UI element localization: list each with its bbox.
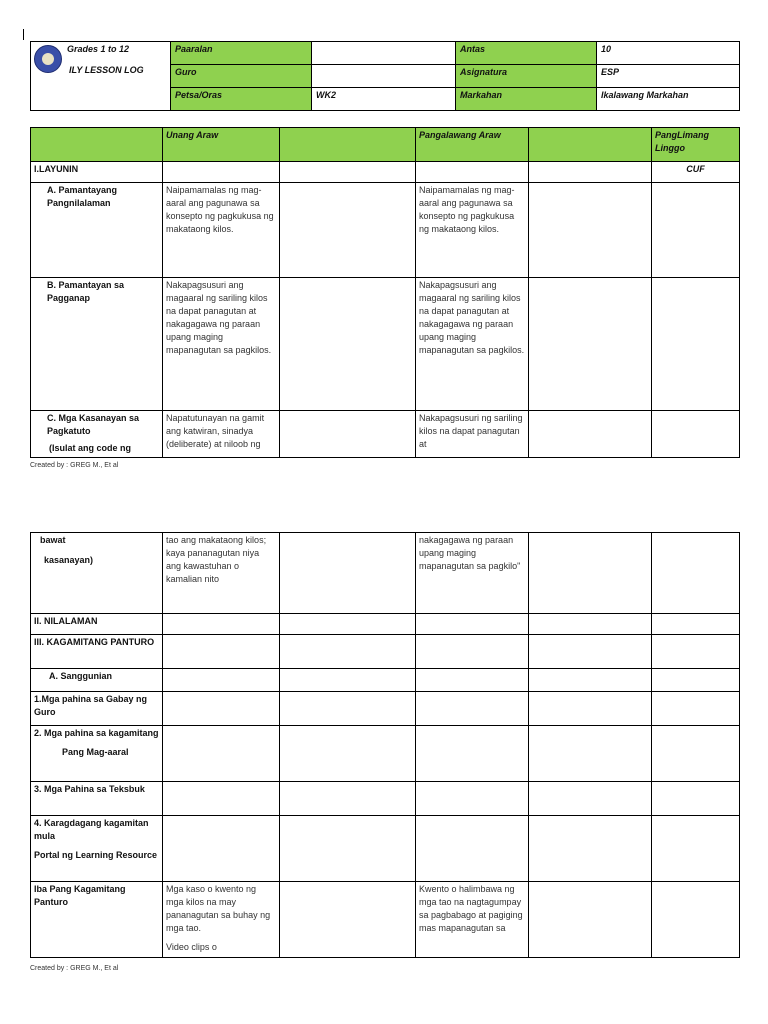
cell[interactable] <box>163 635 280 669</box>
iba-pang-kagamitang-label: Iba Pang Kagamitang Panturo <box>31 882 163 958</box>
c-day2-text[interactable]: Nakapagsusuri ng sariling kilos na dapat panagutan at <box>416 411 529 458</box>
iba-day1-line2: Video clips o <box>166 942 217 952</box>
kagamitang-mag-aaral-label <box>31 726 163 782</box>
cell[interactable] <box>163 726 280 782</box>
cell[interactable] <box>652 882 740 958</box>
a-day1-text[interactable]: Naipamamalas ng mag-aaral ang pagunawa sa konsepto ng pagkukusa ng makataong kilos. <box>163 183 280 278</box>
cell[interactable] <box>652 411 740 458</box>
cell[interactable] <box>529 614 652 635</box>
cell[interactable] <box>529 278 652 411</box>
cell[interactable] <box>280 278 416 411</box>
gabay-ng-guro-label: 1.Mga pahina sa Gabay ng Guro <box>31 692 163 726</box>
kasanayan-continued-label <box>31 533 163 614</box>
col-unang-araw: Unang Araw <box>163 128 280 162</box>
lesson-table-page1 <box>30 127 740 458</box>
a-day2-text[interactable]: Naipamamalas ng mag-aaral ang pagunawa sa konsepto ng pagkukusa ng makataong kilos. <box>416 183 529 278</box>
kasanayan-note: (Isulat ang code ng <box>49 443 132 453</box>
grades-label: Grades 1 to 12 <box>67 44 130 54</box>
page1-footer: Created by : GREG M., Et al <box>30 462 119 469</box>
iba-day1-text[interactable] <box>163 882 280 958</box>
cell[interactable] <box>416 782 529 816</box>
col-panglimang-linggo: PangLimang Linggo <box>652 128 740 162</box>
cell[interactable] <box>652 669 740 692</box>
layunin-heading: I.LAYUNIN <box>31 162 163 183</box>
cell[interactable] <box>529 411 652 458</box>
cuf-label: CUF <box>652 162 740 183</box>
bawat-text: bawat <box>40 535 66 545</box>
cell[interactable] <box>280 782 416 816</box>
karagdagang-kagamitan-label <box>31 816 163 882</box>
kagamitang-mag-aaral-line2: Pang Mag-aaral <box>62 747 129 757</box>
cell[interactable] <box>529 635 652 669</box>
cell[interactable] <box>416 635 529 669</box>
cell[interactable] <box>529 669 652 692</box>
cell[interactable] <box>280 882 416 958</box>
cell[interactable] <box>652 278 740 411</box>
cell[interactable] <box>416 162 529 183</box>
pamantayang-pangnilalaman-label: A. Pamantayang Pangnilalaman <box>31 183 163 278</box>
col-pangalawang-araw: Pangalawang Araw <box>416 128 529 162</box>
iba-day1-line1: Mga kaso o kwento ng mga kilos na may pananagutan sa buhay ng mga tao. <box>166 884 271 933</box>
kasanayan-label <box>31 411 163 458</box>
cell[interactable] <box>280 726 416 782</box>
cell[interactable] <box>416 816 529 882</box>
lesson-log-title: ILY LESSON LOG <box>69 65 144 75</box>
iba-day2-text[interactable]: Kwento o halimbawa ng mga tao na nagtagumpay sa pagbabago at pagiging mas mapanagutan sa <box>416 882 529 958</box>
kagamitang-mag-aaral-line1: 2. Mga pahina sa kagamitang <box>34 728 159 738</box>
lesson-table-page2 <box>30 532 740 958</box>
cell[interactable] <box>529 816 652 882</box>
cell[interactable] <box>280 614 416 635</box>
cell[interactable] <box>280 692 416 726</box>
sanggunian-label: A. Sanggunian <box>31 669 163 692</box>
cell[interactable] <box>652 782 740 816</box>
text-cursor <box>23 29 24 40</box>
cell[interactable] <box>280 635 416 669</box>
cell[interactable] <box>280 162 416 183</box>
cell[interactable] <box>416 726 529 782</box>
cont-day2-text[interactable]: nakagagawa ng paraan upang maging mapanagutan sa pagkilo" <box>416 533 529 614</box>
asignatura-value[interactable]: ESP <box>597 65 740 88</box>
kagamitang-panturo-heading: III. KAGAMITANG PANTURO <box>31 635 163 669</box>
nilalaman-heading: II. NILALAMAN <box>31 614 163 635</box>
cell[interactable] <box>280 533 416 614</box>
antas-value[interactable]: 10 <box>597 42 740 65</box>
guro-label: Guro <box>171 65 312 88</box>
cell[interactable] <box>652 692 740 726</box>
petsa-value[interactable]: WK2 <box>312 88 456 111</box>
paaralan-value[interactable] <box>312 42 456 65</box>
cell[interactable] <box>529 692 652 726</box>
cell[interactable] <box>529 782 652 816</box>
markahan-value[interactable]: Ikalawang Markahan <box>597 88 740 111</box>
asignatura-label: Asignatura <box>456 65 597 88</box>
cell[interactable] <box>163 162 280 183</box>
karagdagang-line2: Portal ng Learning Resource <box>34 850 158 860</box>
cell[interactable] <box>529 533 652 614</box>
cell[interactable] <box>280 183 416 278</box>
cell[interactable] <box>280 816 416 882</box>
c-day1-text[interactable]: Napatutunayan na gamit ang katwiran, sinadya (deliberate) at niloob ng <box>163 411 280 458</box>
markahan-label: Markahan <box>456 88 597 111</box>
cell[interactable] <box>280 411 416 458</box>
teksbuk-label: 3. Mga Pahina sa Teksbuk <box>31 782 163 816</box>
b-day2-text[interactable]: Nakapagsusuri ang magaaral ng sariling kilos na dapat panagutan at nakagagawa ng paraan upang maging mapanagutan sa pagkilos. <box>416 278 529 411</box>
cell[interactable] <box>163 669 280 692</box>
cell[interactable] <box>163 782 280 816</box>
pamantayan-sa-pagganap-label: B. Pamantayan sa Pagganap <box>31 278 163 411</box>
header-logo-cell <box>31 42 171 111</box>
cell[interactable] <box>416 669 529 692</box>
b-day1-text[interactable]: Nakapagsusuri ang magaaral ng sariling kilos na dapat panagutan at nakagagawa ng paraan upang maging mapanagutan sa pagkilos. <box>163 278 280 411</box>
paaralan-label: Paaralan <box>171 42 312 65</box>
guro-value[interactable] <box>312 65 456 88</box>
cell[interactable] <box>163 614 280 635</box>
cell[interactable] <box>163 692 280 726</box>
cell[interactable] <box>416 614 529 635</box>
cell[interactable] <box>652 726 740 782</box>
petsa-label: Petsa/Oras <box>171 88 312 111</box>
cell[interactable] <box>652 533 740 614</box>
page2-footer: Created by : GREG M., Et al <box>30 965 119 972</box>
cell[interactable] <box>416 692 529 726</box>
antas-label: Antas <box>456 42 597 65</box>
cell[interactable] <box>529 162 652 183</box>
kasanayan-title: C. Mga Kasanayan sa Pagkatuto <box>47 413 140 436</box>
cell[interactable] <box>280 669 416 692</box>
cell[interactable] <box>163 816 280 882</box>
cont-day1-text[interactable]: tao ang makataong kilos; kaya pananagutan niya ang kawastuhan o kamalian nito <box>163 533 280 614</box>
karagdagang-line1: 4. Karagdagang kagamitan mula <box>34 818 149 841</box>
cell[interactable] <box>652 816 740 882</box>
kasanayan-text: kasanayan) <box>44 555 94 565</box>
cell[interactable] <box>529 882 652 958</box>
cell[interactable] <box>652 635 740 669</box>
corner-header <box>31 128 163 162</box>
cell[interactable] <box>652 183 740 278</box>
deped-seal-icon <box>34 45 62 73</box>
col-empty-2 <box>529 128 652 162</box>
cell[interactable] <box>529 183 652 278</box>
col-empty-1 <box>280 128 416 162</box>
header-table <box>30 41 740 111</box>
cell[interactable] <box>652 614 740 635</box>
cell[interactable] <box>529 726 652 782</box>
